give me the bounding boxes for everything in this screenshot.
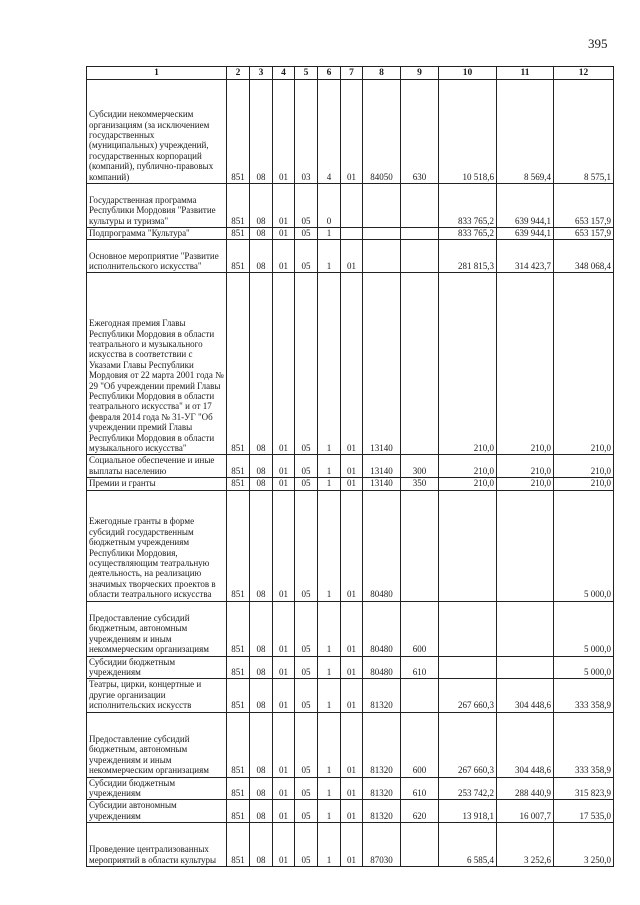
item-name-cell: Ежегодные гранты в форме субсидий государственным бюджетным учреждениям Республики Мордовия, осуществляющим театральную деятельность, на реализацию значимых творческих проектов в области театрального искусства	[87, 490, 227, 601]
section-code-cell: 08	[250, 478, 273, 490]
activity-code-cell: 01	[341, 80, 363, 184]
activity-code-cell: 01	[341, 656, 363, 679]
activity-code-cell: 01	[341, 478, 363, 490]
direction-code-cell: 87030	[363, 823, 401, 867]
ministry-code-cell: 851	[227, 240, 250, 273]
ministry-code-cell: 851	[227, 228, 250, 240]
direction-code-cell: 13140	[363, 478, 401, 490]
amount-cell: 3 252,6	[497, 823, 554, 867]
amount-cell: 13 918,1	[439, 800, 497, 823]
subsection-code-cell: 01	[273, 800, 295, 823]
amount-cell: 315 823,9	[554, 777, 614, 800]
program-code-cell: 05	[295, 228, 318, 240]
expense-type-cell: 600	[401, 601, 439, 656]
program-code-cell: 05	[295, 273, 318, 455]
ministry-code-cell: 851	[227, 490, 250, 601]
direction-code-cell: 81320	[363, 712, 401, 777]
subsection-code-cell: 01	[273, 80, 295, 184]
ministry-code-cell: 851	[227, 712, 250, 777]
activity-code-cell: 01	[341, 273, 363, 455]
item-name-cell: Субсидии бюджетным учреждениям	[87, 656, 227, 679]
expense-type-cell	[401, 240, 439, 273]
program-code-cell: 05	[295, 478, 318, 490]
section-code-cell: 08	[250, 228, 273, 240]
amount-cell: 8 575,1	[554, 80, 614, 184]
program-code-cell: 05	[295, 712, 318, 777]
expense-type-cell	[401, 228, 439, 240]
amount-cell: 6 585,4	[439, 823, 497, 867]
subprogram-code-cell: 1	[318, 478, 341, 490]
table-row	[87, 490, 614, 601]
program-code-cell: 05	[295, 184, 318, 228]
subprogram-code-cell: 1	[318, 777, 341, 800]
subsection-code-cell: 01	[273, 240, 295, 273]
activity-code-cell: 01	[341, 777, 363, 800]
table-row	[87, 656, 614, 679]
column-header: 10	[439, 67, 497, 80]
subsection-code-cell: 01	[273, 656, 295, 679]
item-name-cell: Проведение централизованных мероприятий в области культуры	[87, 823, 227, 867]
amount-cell	[439, 490, 497, 601]
section-code-cell: 08	[250, 184, 273, 228]
item-name-cell: Субсидии некоммерческим организациям (за исключением государственных (муниципальных) учреждений, государственных корпораций (компаний), публично-правовых компаний)	[87, 80, 227, 184]
section-code-cell: 08	[250, 80, 273, 184]
table-row	[87, 455, 614, 478]
direction-code-cell: 13140	[363, 273, 401, 455]
table-row	[87, 273, 614, 455]
table-row	[87, 228, 614, 240]
section-code-cell: 08	[250, 240, 273, 273]
item-name-cell: Основное мероприятие "Развитие исполнительского искусства"	[87, 240, 227, 273]
amount-cell: 333 358,9	[554, 712, 614, 777]
section-code-cell: 08	[250, 273, 273, 455]
column-header: 9	[401, 67, 439, 80]
amount-cell	[497, 490, 554, 601]
subsection-code-cell: 01	[273, 777, 295, 800]
subprogram-code-cell: 1	[318, 490, 341, 601]
expense-type-cell	[401, 184, 439, 228]
column-header: 12	[554, 67, 614, 80]
section-code-cell: 08	[250, 601, 273, 656]
expense-type-cell	[401, 490, 439, 601]
page-number: 395	[588, 36, 608, 51]
expense-type-cell: 610	[401, 777, 439, 800]
header-row	[87, 67, 614, 80]
section-code-cell: 08	[250, 800, 273, 823]
amount-cell: 5 000,0	[554, 490, 614, 601]
subsection-code-cell: 01	[273, 273, 295, 455]
expense-type-cell: 300	[401, 455, 439, 478]
amount-cell: 210,0	[554, 273, 614, 455]
subsection-code-cell: 01	[273, 679, 295, 712]
program-code-cell: 05	[295, 800, 318, 823]
expense-type-cell: 350	[401, 478, 439, 490]
amount-cell	[497, 601, 554, 656]
direction-code-cell	[363, 184, 401, 228]
table-row	[87, 800, 614, 823]
amount-cell: 267 660,3	[439, 679, 497, 712]
subprogram-code-cell: 1	[318, 800, 341, 823]
program-code-cell: 05	[295, 823, 318, 867]
column-header: 8	[363, 67, 401, 80]
amount-cell: 639 944,1	[497, 184, 554, 228]
direction-code-cell: 81320	[363, 777, 401, 800]
expense-type-cell: 630	[401, 80, 439, 184]
section-code-cell: 08	[250, 656, 273, 679]
amount-cell: 653 157,9	[554, 184, 614, 228]
activity-code-cell: 01	[341, 601, 363, 656]
amount-cell: 210,0	[439, 273, 497, 455]
table-row	[87, 777, 614, 800]
amount-cell: 16 007,7	[497, 800, 554, 823]
activity-code-cell	[341, 228, 363, 240]
column-header: 7	[341, 67, 363, 80]
amount-cell: 3 250,0	[554, 823, 614, 867]
program-code-cell: 05	[295, 240, 318, 273]
program-code-cell: 05	[295, 656, 318, 679]
direction-code-cell: 81320	[363, 800, 401, 823]
amount-cell: 304 448,6	[497, 679, 554, 712]
activity-code-cell: 01	[341, 800, 363, 823]
amount-cell	[497, 656, 554, 679]
direction-code-cell: 80480	[363, 490, 401, 601]
activity-code-cell: 01	[341, 455, 363, 478]
table-row	[87, 240, 614, 273]
item-name-cell: Предоставление субсидий бюджетным, автономным учреждениям и иным некоммерческим организациям	[87, 601, 227, 656]
ministry-code-cell: 851	[227, 80, 250, 184]
subprogram-code-cell: 1	[318, 240, 341, 273]
amount-cell: 653 157,9	[554, 228, 614, 240]
amount-cell: 304 448,6	[497, 712, 554, 777]
amount-cell: 314 423,7	[497, 240, 554, 273]
expense-type-cell	[401, 273, 439, 455]
item-name-cell: Субсидии бюджетным учреждениям	[87, 777, 227, 800]
table-row	[87, 823, 614, 867]
subsection-code-cell: 01	[273, 601, 295, 656]
ministry-code-cell: 851	[227, 273, 250, 455]
column-header: 3	[250, 67, 273, 80]
ministry-code-cell: 851	[227, 800, 250, 823]
amount-cell: 253 742,2	[439, 777, 497, 800]
subsection-code-cell: 01	[273, 184, 295, 228]
table-body	[87, 80, 614, 867]
program-code-cell: 03	[295, 80, 318, 184]
subprogram-code-cell: 4	[318, 80, 341, 184]
table-row	[87, 601, 614, 656]
direction-code-cell: 80480	[363, 601, 401, 656]
amount-cell: 17 535,0	[554, 800, 614, 823]
subprogram-code-cell: 1	[318, 656, 341, 679]
column-header: 2	[227, 67, 250, 80]
table-row	[87, 679, 614, 712]
column-header: 4	[273, 67, 295, 80]
subsection-code-cell: 01	[273, 712, 295, 777]
subprogram-code-cell: 1	[318, 273, 341, 455]
item-name-cell: Субсидии автономным учреждениям	[87, 800, 227, 823]
section-code-cell: 08	[250, 712, 273, 777]
ministry-code-cell: 851	[227, 679, 250, 712]
ministry-code-cell: 851	[227, 478, 250, 490]
amount-cell: 833 765,2	[439, 184, 497, 228]
item-name-cell: Премии и гранты	[87, 478, 227, 490]
amount-cell: 5 000,0	[554, 656, 614, 679]
amount-cell: 210,0	[497, 455, 554, 478]
subsection-code-cell: 01	[273, 823, 295, 867]
ministry-code-cell: 851	[227, 777, 250, 800]
amount-cell: 210,0	[554, 455, 614, 478]
activity-code-cell: 01	[341, 823, 363, 867]
amount-cell: 267 660,3	[439, 712, 497, 777]
ministry-code-cell: 851	[227, 455, 250, 478]
item-name-cell: Театры, цирки, концертные и другие организации исполнительских искусств	[87, 679, 227, 712]
amount-cell: 281 815,3	[439, 240, 497, 273]
program-code-cell: 05	[295, 455, 318, 478]
section-code-cell: 08	[250, 679, 273, 712]
amount-cell: 210,0	[439, 455, 497, 478]
program-code-cell: 05	[295, 490, 318, 601]
amount-cell: 5 000,0	[554, 601, 614, 656]
column-header: 11	[497, 67, 554, 80]
amount-cell	[439, 656, 497, 679]
table-row	[87, 478, 614, 490]
subsection-code-cell: 01	[273, 228, 295, 240]
activity-code-cell	[341, 184, 363, 228]
item-name-cell: Подпрограмма "Культура"	[87, 228, 227, 240]
amount-cell: 639 944,1	[497, 228, 554, 240]
direction-code-cell: 84050	[363, 80, 401, 184]
activity-code-cell: 01	[341, 240, 363, 273]
subsection-code-cell: 01	[273, 478, 295, 490]
subprogram-code-cell: 1	[318, 228, 341, 240]
amount-cell: 210,0	[439, 478, 497, 490]
ministry-code-cell: 851	[227, 823, 250, 867]
direction-code-cell	[363, 228, 401, 240]
program-code-cell: 05	[295, 679, 318, 712]
section-code-cell: 08	[250, 455, 273, 478]
activity-code-cell: 01	[341, 712, 363, 777]
section-code-cell: 08	[250, 777, 273, 800]
direction-code-cell: 80480	[363, 656, 401, 679]
item-name-cell: Социальное обеспечение и иные выплаты населению	[87, 455, 227, 478]
amount-cell: 210,0	[497, 273, 554, 455]
subprogram-code-cell: 0	[318, 184, 341, 228]
column-header: 5	[295, 67, 318, 80]
column-header: 6	[318, 67, 341, 80]
amount-cell: 348 068,4	[554, 240, 614, 273]
expense-type-cell: 620	[401, 800, 439, 823]
subsection-code-cell: 01	[273, 455, 295, 478]
amount-cell: 10 518,6	[439, 80, 497, 184]
item-name-cell: Предоставление субсидий бюджетным, автономным учреждениям и иным некоммерческим организациям	[87, 712, 227, 777]
amount-cell: 833 765,2	[439, 228, 497, 240]
ministry-code-cell: 851	[227, 656, 250, 679]
item-name-cell: Государственная программа Республики Мордовия "Развитие культуры и туризма"	[87, 184, 227, 228]
amount-cell: 333 358,9	[554, 679, 614, 712]
section-code-cell: 08	[250, 490, 273, 601]
subprogram-code-cell: 1	[318, 455, 341, 478]
subsection-code-cell: 01	[273, 490, 295, 601]
expense-type-cell	[401, 679, 439, 712]
direction-code-cell: 13140	[363, 455, 401, 478]
amount-cell: 8 569,4	[497, 80, 554, 184]
amount-cell	[439, 601, 497, 656]
activity-code-cell: 01	[341, 490, 363, 601]
ministry-code-cell: 851	[227, 601, 250, 656]
item-name-cell: Ежегодная премия Главы Республики Мордовия в области театрального и музыкального искусства в соответствии с Указами Главы Республики Мордовия от 22 марта 2001 года № 29 "Об учреждении премий Главы Республики Мордовия в области театрального искусства" и от 17 февраля 2014 года № 31-УГ "Об учреждении премий Главы Республики Мордовия в области музыкального искусства"	[87, 273, 227, 455]
subprogram-code-cell: 1	[318, 601, 341, 656]
subprogram-code-cell: 1	[318, 679, 341, 712]
amount-cell: 210,0	[554, 478, 614, 490]
budget-table	[86, 66, 614, 867]
direction-code-cell	[363, 240, 401, 273]
expense-type-cell: 600	[401, 712, 439, 777]
section-code-cell: 08	[250, 823, 273, 867]
activity-code-cell: 01	[341, 679, 363, 712]
amount-cell: 210,0	[497, 478, 554, 490]
direction-code-cell: 81320	[363, 679, 401, 712]
expense-type-cell: 610	[401, 656, 439, 679]
table-row	[87, 712, 614, 777]
table-row	[87, 80, 614, 184]
program-code-cell: 05	[295, 777, 318, 800]
subprogram-code-cell: 1	[318, 823, 341, 867]
amount-cell: 288 440,9	[497, 777, 554, 800]
program-code-cell: 05	[295, 601, 318, 656]
expense-type-cell	[401, 823, 439, 867]
table-row	[87, 184, 614, 228]
ministry-code-cell: 851	[227, 184, 250, 228]
subprogram-code-cell: 1	[318, 712, 341, 777]
column-header: 1	[87, 67, 227, 80]
